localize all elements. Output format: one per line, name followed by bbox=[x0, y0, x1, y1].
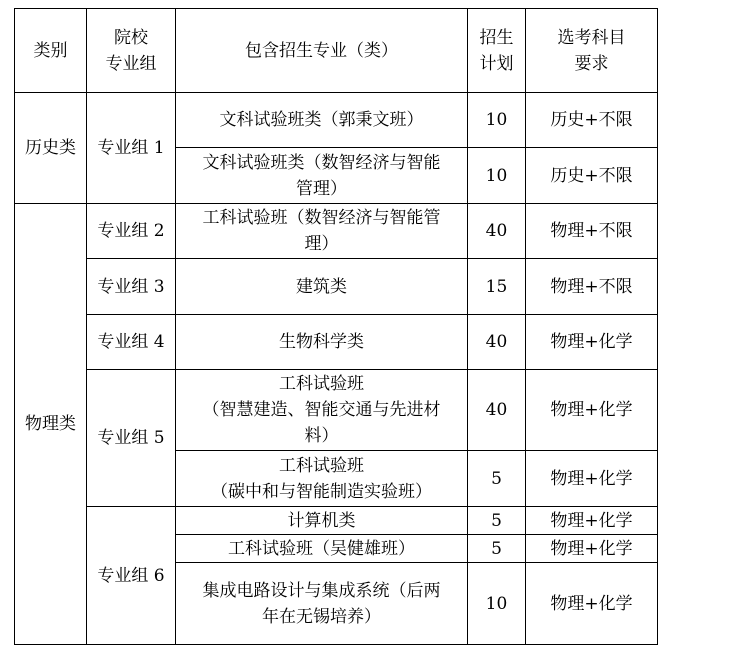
plan-cell: 40 bbox=[468, 370, 526, 451]
category-physics: 物理类 bbox=[15, 204, 87, 645]
plan-cell: 15 bbox=[468, 259, 526, 315]
major-cell: 建筑类 bbox=[176, 259, 468, 315]
table-row bbox=[15, 370, 658, 451]
subjects-cell: 物理+化学 bbox=[526, 535, 658, 563]
major-cell: 工科试验班 （智慧建造、智能交通与先进材 料） bbox=[176, 370, 468, 451]
header-plan: 招生 计划 bbox=[468, 9, 526, 93]
major-cell: 文科试验班类（郭秉文班） bbox=[176, 93, 468, 148]
major-cell: 工科试验班（数智经济与智能管 理） bbox=[176, 204, 468, 259]
table-row bbox=[15, 507, 658, 535]
major-cell: 生物科学类 bbox=[176, 315, 468, 370]
major-cell: 计算机类 bbox=[176, 507, 468, 535]
plan-cell: 5 bbox=[468, 451, 526, 507]
plan-cell: 10 bbox=[468, 93, 526, 148]
header-group: 院校 专业组 bbox=[87, 9, 176, 93]
subjects-cell: 物理+化学 bbox=[526, 563, 658, 645]
header-subjects: 选考科目 要求 bbox=[526, 9, 658, 93]
major-cell: 集成电路设计与集成系统（后两 年在无锡培养） bbox=[176, 563, 468, 645]
subjects-cell: 物理+不限 bbox=[526, 204, 658, 259]
group-5: 专业组 5 bbox=[87, 370, 176, 507]
admissions-table bbox=[14, 8, 658, 645]
subjects-cell: 物理+化学 bbox=[526, 451, 658, 507]
table-row bbox=[15, 93, 658, 148]
header-majors: 包含招生专业（类） bbox=[176, 9, 468, 93]
group-2: 专业组 2 bbox=[87, 204, 176, 259]
plan-cell: 10 bbox=[468, 148, 526, 204]
plan-cell: 40 bbox=[468, 315, 526, 370]
major-cell: 工科试验班（吴健雄班） bbox=[176, 535, 468, 563]
group-6: 专业组 6 bbox=[87, 507, 176, 645]
group-3: 专业组 3 bbox=[87, 259, 176, 315]
table-row bbox=[15, 259, 658, 315]
subjects-cell: 物理+不限 bbox=[526, 259, 658, 315]
subjects-cell: 物理+化学 bbox=[526, 507, 658, 535]
group-4: 专业组 4 bbox=[87, 315, 176, 370]
subjects-cell: 历史+不限 bbox=[526, 148, 658, 204]
table-row bbox=[15, 315, 658, 370]
subjects-cell: 物理+化学 bbox=[526, 315, 658, 370]
table-row bbox=[15, 204, 658, 259]
plan-cell: 10 bbox=[468, 563, 526, 645]
subjects-cell: 历史+不限 bbox=[526, 93, 658, 148]
subjects-cell: 物理+化学 bbox=[526, 370, 658, 451]
plan-cell: 40 bbox=[468, 204, 526, 259]
group-1: 专业组 1 bbox=[87, 93, 176, 204]
plan-cell: 5 bbox=[468, 507, 526, 535]
header-category: 类别 bbox=[15, 9, 87, 93]
header-row bbox=[15, 9, 658, 93]
major-cell: 工科试验班 （碳中和与智能制造实验班） bbox=[176, 451, 468, 507]
category-history: 历史类 bbox=[15, 93, 87, 204]
plan-cell: 5 bbox=[468, 535, 526, 563]
major-cell: 文科试验班类（数智经济与智能 管理） bbox=[176, 148, 468, 204]
